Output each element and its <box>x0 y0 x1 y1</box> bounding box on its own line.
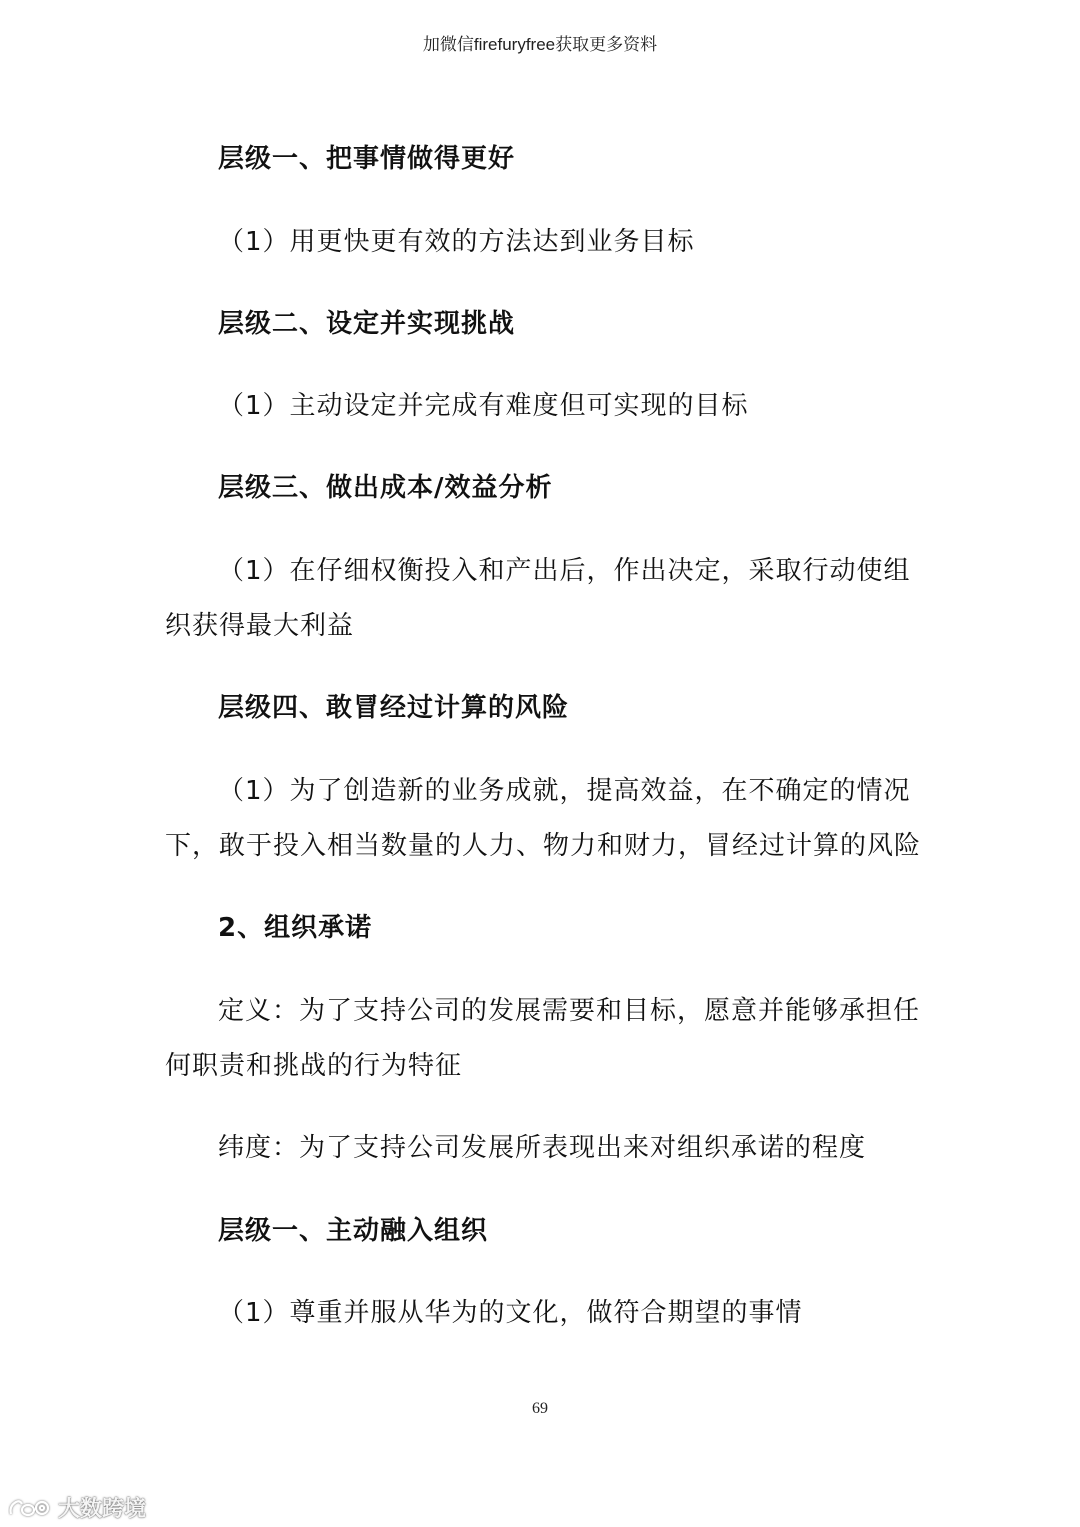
page-header: 加微信firefuryfree获取更多资料 <box>422 35 658 54</box>
watermark <box>8 1492 146 1523</box>
heading-level-1: 层级一、把事情做得更好 <box>218 144 516 174</box>
paragraph-line: （1）主动设定并完成有难度但可实现的目标 <box>218 391 749 421</box>
heading-level-1: 层级一、主动融入组织 <box>218 1216 489 1246</box>
paragraph-line: 何职责和挑战的行为特征 <box>165 1051 463 1081</box>
paragraph-line: （1）为了创造新的业务成就，提高效益，在不确定的情况 <box>218 776 911 806</box>
paragraph-line: （1）用更快更有效的方法达到业务目标 <box>218 227 695 257</box>
paragraph-line: 纬度：为了支持公司发展所表现出来对组织承诺的程度 <box>218 1133 867 1163</box>
paragraph-line: 织获得最大利益 <box>165 611 355 641</box>
paragraph-line: （1）尊重并服从华为的文化，做符合期望的事情 <box>218 1298 803 1328</box>
page-number: 69 <box>532 1400 548 1417</box>
heading-level-2: 层级二、设定并实现挑战 <box>218 309 516 339</box>
heading-level-4: 层级四、敢冒经过计算的风险 <box>218 693 570 723</box>
weibo-style-logo-icon <box>8 1496 52 1520</box>
watermark-text: 大数跨境 <box>58 1497 147 1522</box>
paragraph-line: 下，敢于投入相当数量的人力、物力和财力，冒经过计算的风险 <box>165 831 922 861</box>
section-heading: 2、组织承诺 <box>218 913 373 943</box>
paragraph-line: 定义：为了支持公司的发展需要和目标，愿意并能够承担任 <box>218 996 921 1026</box>
paragraph-line: （1）在仔细权衡投入和产出后，作出决定，采取行动使组 <box>218 556 911 586</box>
heading-level-3: 层级三、做出成本/效益分析 <box>218 473 553 503</box>
